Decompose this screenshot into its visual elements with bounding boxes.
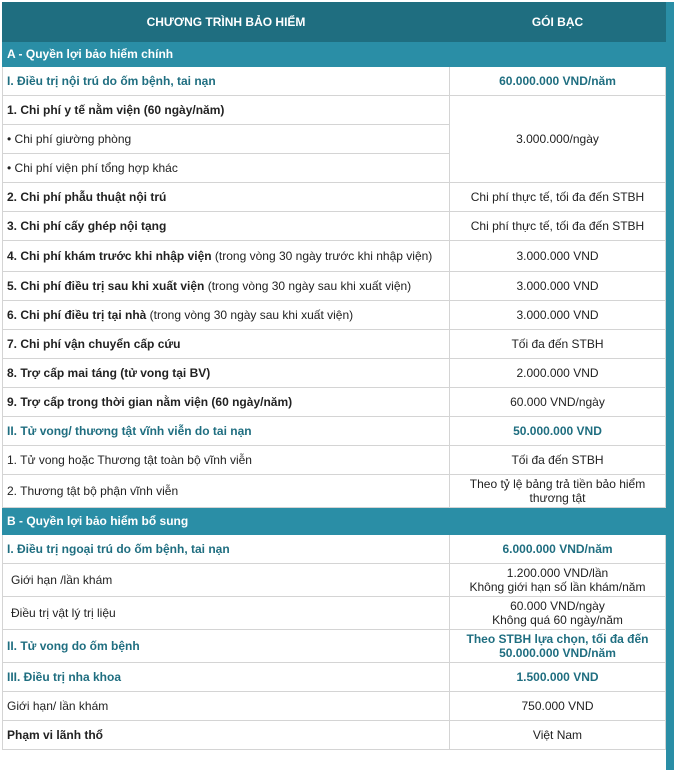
row-label: Phạm vi lãnh thổ [3,721,450,750]
row-label: I. Điều trị nội trú do ốm bệnh, tai nạn [3,67,450,96]
table-row [3,212,666,241]
row-value: 3.000.000/ngày [450,96,666,183]
row-label: Giới hạn /lần khám [3,564,450,597]
row-value: Chi phí thực tế, tối đa đến STBH [450,212,666,241]
section-a-title: A - Quyền lợi bảo hiểm chính [3,42,450,67]
row-label-note: (trong vòng 30 ngày sau khi xuất viện) [204,279,412,293]
header-package: GÓI BẠC [450,3,666,42]
header-program: CHƯƠNG TRÌNH BẢO HIỂM [3,3,450,42]
row-value [450,597,666,630]
row-value: Việt Nam [450,721,666,750]
table-row [3,330,666,359]
table-row [3,96,666,125]
table-row [3,630,666,663]
table-row [3,67,666,96]
row-label: • Chi phí giường phòng [3,125,450,154]
row-label: III. Điều trị nha khoa [3,663,450,692]
table-row [3,535,666,564]
table-row [3,301,666,330]
row-value: 750.000 VND [450,692,666,721]
row-label-main: 6. Chi phí điều trị tại nhà [7,308,147,322]
row-label-main: 5. Chi phí điều trị sau khi xuất viện [7,279,205,293]
row-value-line2: Không giới hạn số lần khám/năm [469,580,646,594]
row-label: I. Điều trị ngoại trú do ốm bệnh, tai nạn [3,535,450,564]
table-row [3,359,666,388]
right-edge-bar [666,2,674,770]
section-a-blank [450,42,666,67]
row-value: Theo tỷ lệ bảng trả tiền bảo hiểm thương tật [450,475,666,508]
row-label: Giới hạn/ lần khám [3,692,450,721]
table-row [3,241,666,272]
row-label: 1. Tử vong hoặc Thương tật toàn bộ vĩnh viễn [3,446,450,475]
section-b-title: B - Quyền lợi bảo hiểm bổ sung [3,508,450,535]
table-row [3,663,666,692]
row-value [450,564,666,597]
row-label [3,301,450,330]
row-value-line2: Không quá 60 ngày/năm [492,613,623,627]
row-label: 7. Chi phí vận chuyển cấp cứu [3,330,450,359]
row-label-note: (trong vòng 30 ngày trước khi nhập viện) [211,249,433,263]
row-label: 3. Chi phí cấy ghép nội tạng [3,212,450,241]
row-value: 50.000.000 VND [450,417,666,446]
row-value: Tối đa đến STBH [450,330,666,359]
table-row [3,475,666,508]
table-row [3,692,666,721]
row-value: 60.000.000 VND/năm [450,67,666,96]
section-b-row [3,508,666,535]
row-value: 2.000.000 VND [450,359,666,388]
benefits-table-container [2,2,668,750]
row-label-note: (trong vòng 30 ngày sau khi xuất viện) [146,308,354,322]
row-label [3,241,450,272]
insurance-benefits-table [2,2,666,750]
row-label [3,272,450,301]
table-row [3,417,666,446]
row-value: Theo STBH lựa chọn, tối đa đến 50.000.000 VND/năm [450,630,666,663]
row-value: 60.000 VND/ngày [450,388,666,417]
row-label: 2. Chi phí phẫu thuật nội trú [3,183,450,212]
row-value: 3.000.000 VND [450,301,666,330]
table-row [3,388,666,417]
row-label: • Chi phí viện phí tổng hợp khác [3,154,450,183]
table-row [3,564,666,597]
table-header-row [3,3,666,42]
table-row [3,183,666,212]
row-value-line1: 1.200.000 VND/lần [506,566,609,580]
row-value-line1: 60.000 VND/ngày [510,599,605,613]
row-label: 2. Thương tật bộ phận vĩnh viễn [3,475,450,508]
row-label: 8. Trợ cấp mai táng (tử vong tại BV) [3,359,450,388]
row-label: II. Tử vong/ thương tật vĩnh viễn do tai nạn [3,417,450,446]
table-row [3,721,666,750]
row-label: 9. Trợ cấp trong thời gian nằm viện (60 ngày/năm) [3,388,450,417]
row-label-main: 4. Chi phí khám trước khi nhập viện [7,249,212,263]
row-value: 1.500.000 VND [450,663,666,692]
section-b-blank [450,508,666,535]
row-value: Chi phí thực tế, tối đa đến STBH [450,183,666,212]
table-row [3,597,666,630]
row-label: Điều trị vật lý trị liệu [3,597,450,630]
row-value: 3.000.000 VND [450,272,666,301]
table-row [3,446,666,475]
row-value: 6.000.000 VND/năm [450,535,666,564]
row-value: 3.000.000 VND [450,241,666,272]
table-row [3,272,666,301]
row-label: II. Tử vong do ốm bệnh [3,630,450,663]
section-a-row [3,42,666,67]
row-value: Tối đa đến STBH [450,446,666,475]
row-label: 1. Chi phí y tế nằm viện (60 ngày/năm) [3,96,450,125]
